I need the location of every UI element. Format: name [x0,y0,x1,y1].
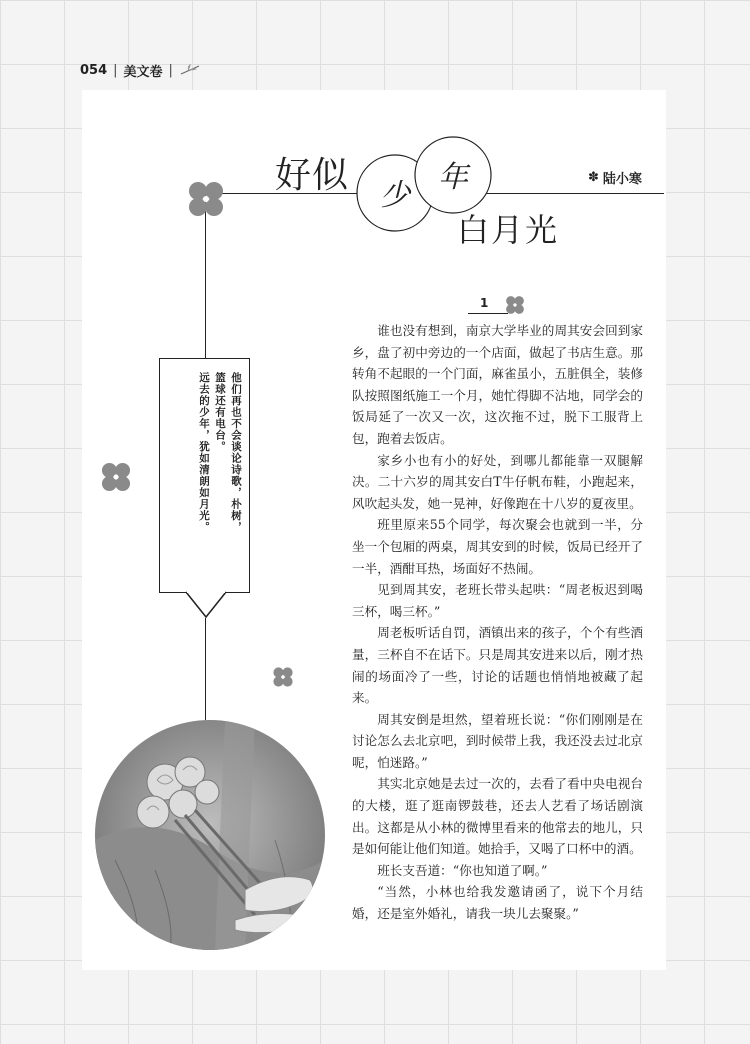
paragraph: 见到周其安，老班长带头起哄：“周老板迟到喝三杯，喝三杯。” [352,582,643,619]
dragonfly-icon [179,62,201,78]
paragraph: 家乡小也有小的好处，到哪儿都能靠一双腿解决。二十六岁的周其安白T牛仔帆布鞋，小跑起来，风吹起头发，她一晃神，好像跑在十八岁的夏夜里。 [352,452,643,511]
pull-quote-line: 篮球还有电台。 [214,372,226,453]
roses-photo [95,720,325,950]
pull-quote-pointer [186,591,226,619]
page-number: 054 [80,62,108,78]
connector-line-bottom [205,618,206,720]
article-body [352,320,643,925]
section-rule [468,313,508,314]
pull-quote-line: 远去的少年，犹如清朗如月光。 [198,372,210,533]
author-byline [588,168,642,187]
paragraph: 谁也没有想到，南京大学毕业的周其安会回到家乡，盘了初中旁边的一个店面，做起了书店生意。那转角不起眼的一个门面，麻雀虽小，五脏俱全，装修队按照图纸施工一个月，她忙得脚不沾地，同学会的饭局延了一次又一次，这次拖不过，脱下工服背上包，跑着去饭店。 [352,323,643,446]
paragraph: 班长支吾道：“你也知道了啊。” [377,862,548,878]
author-name: 陆小寒 [602,172,642,187]
pull-quote-text [168,372,244,582]
section-number: 1 [480,296,489,310]
clover-icon [270,664,296,690]
author-marker: ✽ [588,170,599,185]
handwritten-char-2: 年 [438,160,468,195]
magazine-name: 美文卷 [123,64,163,80]
clover-icon [97,458,135,496]
paragraph: 班里原来55个同学，每次聚会也就到一半，分坐一个包厢的两桌，周其安到的时候，饭局已经开了一半，酒酣耳热，场面好不热闹。 [352,517,643,576]
handwritten-char-1: 少 [380,178,410,213]
title-part1: 好似 [275,155,350,196]
title-part2: 白月光 [457,211,560,249]
paragraph: “当然，小林也给我发邀请函了，说下个月结婚，还是室外婚礼，请我一块儿去聚聚。” [352,884,643,922]
clover-icon [183,176,229,222]
running-header [80,60,201,80]
paragraph: 周其安倒是坦然，望着班长说：“你们刚刚是在讨论怎么去北京吧，到时候带上我，我还没去过北京呢，怕迷路。” [352,711,643,770]
pull-quote-line: 他们再也不会谈论诗歌，朴树， [230,372,242,533]
header-separator: | [113,62,118,78]
paragraph: 周老板听话自罚，酒镇出来的孩子，个个有些酒量，三杯自不在话下。只是周其安进来以后，刚才热闹的场面冷了一些，讨论的话题也悄悄地被藏了起来。 [352,625,643,706]
paragraph: 其实北京她是去过一次的，去看了看中央电视台的大楼，逛了逛南锣鼓巷，还去人艺看了场话剧演出。这都是从小林的微博里看来的他常去的地儿，只是如何能让他们知道。她拾手，又喝了口杯中的酒。 [352,776,643,857]
header-separator-2: | [168,62,173,78]
